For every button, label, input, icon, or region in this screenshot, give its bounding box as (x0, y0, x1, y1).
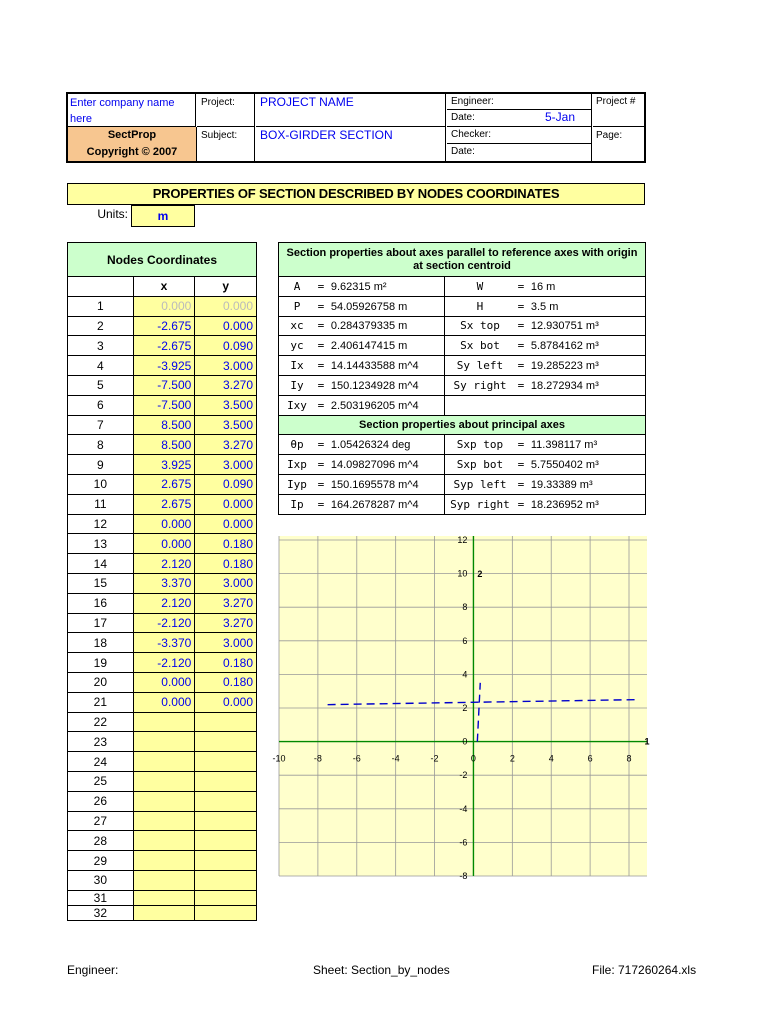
node-number: 31 (68, 890, 134, 905)
property-row (279, 277, 646, 297)
property-left (279, 296, 445, 316)
property-symbol: H (476, 299, 484, 313)
property-right (444, 494, 645, 514)
checker-label: Checker: (447, 127, 592, 144)
node-y-input[interactable]: 0.000 (195, 296, 257, 316)
node-row (68, 905, 257, 920)
date2-label: Date: (447, 144, 592, 161)
node-y-input[interactable]: 0.180 (195, 554, 257, 574)
node-y-input[interactable] (195, 791, 257, 811)
node-number: 25 (68, 771, 134, 791)
property-row (279, 356, 646, 376)
equals-sign: = (311, 458, 331, 472)
node-x-input[interactable]: -3.925 (133, 356, 195, 376)
equals-sign: = (510, 378, 531, 392)
property-symbol: Ix (290, 359, 304, 373)
node-row (68, 811, 257, 831)
node-row (68, 870, 257, 890)
properties-table (278, 242, 646, 515)
node-x-input[interactable]: -2.675 (133, 316, 195, 336)
y-tick-label: -4 (459, 803, 468, 814)
node-x-input[interactable]: 0.000 (133, 296, 195, 316)
footer-engineer: Engineer: (67, 963, 119, 977)
footer-file: File: 717260264.xls (592, 963, 697, 977)
property-value: 2.406147415 m (330, 340, 408, 353)
equals-sign: = (311, 279, 331, 293)
property-symbol: Sy right (453, 378, 507, 392)
company-cell[interactable] (68, 94, 196, 127)
node-number: 4 (68, 356, 134, 376)
property-symbol: Sx top (460, 319, 500, 333)
equals-sign: = (510, 339, 531, 353)
property-right (444, 356, 645, 376)
property-value: 19.285223 m³ (530, 360, 599, 373)
property-symbol: Sy left (456, 359, 504, 373)
property-row (279, 336, 646, 356)
x-axis-end-label: 1 (644, 736, 650, 747)
node-row (68, 752, 257, 772)
node-number: 27 (68, 811, 134, 831)
node-row (68, 514, 257, 534)
y-axis-end-label: 2 (477, 568, 483, 579)
property-right (444, 375, 645, 395)
property-value: 54.05926758 m (330, 300, 408, 313)
node-x-input[interactable]: 8.500 (133, 415, 195, 435)
page-title: PROPERTIES OF SECTION DESCRIBED BY NODES COORDINATES (67, 183, 645, 205)
property-symbol: yc (290, 339, 304, 353)
node-y-input[interactable]: 3.270 (195, 593, 257, 613)
property-row (279, 435, 646, 455)
node-number: 30 (68, 870, 134, 890)
col-x-header: x (133, 277, 195, 297)
property-right (444, 296, 645, 316)
node-x-input[interactable]: -2.120 (133, 613, 195, 633)
node-y-input[interactable]: 3.000 (195, 573, 257, 593)
node-number: 11 (68, 494, 134, 514)
node-x-input[interactable] (133, 791, 195, 811)
property-value: 9.62315 m² (330, 280, 387, 293)
property-row (279, 494, 646, 514)
property-value: 0.284379335 m (330, 320, 408, 333)
property-left (279, 395, 445, 415)
node-y-input[interactable]: 0.000 (195, 316, 257, 336)
node-x-input[interactable] (133, 851, 195, 871)
node-number: 8 (68, 435, 134, 455)
node-x-input[interactable] (133, 712, 195, 732)
property-symbol: Iyp (287, 477, 307, 491)
property-right (444, 435, 645, 455)
equals-sign: = (311, 477, 331, 491)
node-number: 13 (68, 534, 134, 554)
x-tick-label: 2 (509, 753, 515, 764)
node-number: 29 (68, 851, 134, 871)
node-row (68, 336, 257, 356)
equals-sign: = (311, 398, 331, 412)
node-number: 15 (68, 573, 134, 593)
property-value: 150.1695578 m^4 (330, 478, 419, 491)
property-value: 12.930751 m³ (530, 320, 599, 333)
node-x-input[interactable] (133, 905, 195, 920)
node-y-input[interactable] (195, 712, 257, 732)
node-number: 26 (68, 791, 134, 811)
node-number: 10 (68, 474, 134, 494)
node-number: 19 (68, 653, 134, 673)
property-value: 2.503196205 m^4 (330, 399, 419, 412)
node-x-input[interactable] (133, 811, 195, 831)
property-row (279, 395, 646, 415)
node-row (68, 791, 257, 811)
node-row (68, 653, 257, 673)
property-left (279, 336, 445, 356)
node-number: 7 (68, 415, 134, 435)
units-input[interactable]: m (131, 205, 195, 227)
node-x-input[interactable]: 2.120 (133, 554, 195, 574)
node-row (68, 613, 257, 633)
node-row (68, 375, 257, 395)
node-number: 12 (68, 514, 134, 534)
property-value: 5.7550402 m³ (530, 459, 599, 472)
node-number: 14 (68, 554, 134, 574)
node-x-input[interactable]: 0.000 (133, 534, 195, 554)
nodes-heading: Nodes Coordinates (68, 243, 257, 277)
x-tick-label: -2 (430, 753, 439, 764)
equals-sign: = (510, 319, 531, 333)
property-row (279, 474, 646, 494)
node-x-input[interactable]: -7.500 (133, 375, 195, 395)
property-right (444, 455, 645, 475)
node-row (68, 395, 257, 415)
principal-heading: Section properties about principal axes (279, 415, 646, 435)
section-chart (272, 535, 650, 881)
property-symbol: Syp left (453, 477, 507, 491)
node-number: 24 (68, 752, 134, 772)
node-x-input[interactable]: 3.925 (133, 455, 195, 475)
property-right (444, 277, 645, 297)
x-tick-label: -4 (391, 753, 400, 764)
project-value[interactable]: PROJECT NAME (256, 94, 446, 127)
property-symbol: Syp right (450, 497, 510, 511)
node-number: 6 (68, 395, 134, 415)
property-left (279, 277, 445, 297)
node-y-input[interactable]: 3.000 (195, 356, 257, 376)
node-row (68, 692, 257, 712)
property-left (279, 356, 445, 376)
property-symbol: P (293, 299, 301, 313)
node-y-input[interactable] (195, 811, 257, 831)
equals-sign: = (311, 299, 331, 313)
y-tick-label: -8 (459, 871, 468, 881)
node-number: 22 (68, 712, 134, 732)
copyright: Copyright © 2007 (86, 146, 178, 158)
equals-sign: = (311, 319, 331, 333)
node-number: 21 (68, 692, 134, 712)
node-number: 2 (68, 316, 134, 336)
property-row (279, 316, 646, 336)
node-row (68, 771, 257, 791)
node-x-input[interactable]: -7.500 (133, 395, 195, 415)
node-y-input[interactable]: 0.000 (195, 514, 257, 534)
property-row (279, 455, 646, 475)
property-value: 19.33389 m³ (530, 478, 593, 491)
node-number: 5 (68, 375, 134, 395)
node-y-input[interactable]: 3.270 (195, 613, 257, 633)
x-tick-label: -6 (352, 753, 361, 764)
node-y-input[interactable] (195, 732, 257, 752)
props-heading: Section properties about axes parallel to reference axes with origin at section centroid (279, 243, 646, 277)
y-tick-label: 12 (457, 535, 468, 545)
node-row (68, 474, 257, 494)
node-x-input[interactable]: 2.120 (133, 593, 195, 613)
equals-sign: = (510, 438, 531, 452)
property-right (444, 474, 645, 494)
node-y-input[interactable] (195, 851, 257, 871)
property-value: 14.14433588 m^4 (330, 360, 419, 373)
node-x-input[interactable]: 0.000 (133, 692, 195, 712)
property-value: 5.8784162 m³ (530, 340, 599, 353)
node-number: 28 (68, 831, 134, 851)
project-number-label: Project # (593, 94, 644, 127)
node-row (68, 890, 257, 905)
project-label: Project: (197, 94, 255, 127)
nodes-table (67, 242, 257, 921)
property-value: 14.09827096 m^4 (330, 459, 419, 472)
node-x-input[interactable]: 0.000 (133, 514, 195, 534)
property-symbol: Sx bot (460, 339, 500, 353)
footer-sheet: Sheet: Section_by_nodes (313, 963, 450, 977)
property-left (279, 435, 445, 455)
equals-sign: = (510, 279, 531, 293)
property-symbol: Ip (290, 497, 304, 511)
property-left (279, 375, 445, 395)
node-row (68, 554, 257, 574)
node-y-input[interactable]: 0.180 (195, 534, 257, 554)
node-x-input[interactable]: -2.120 (133, 653, 195, 673)
date-label: Date: (451, 112, 475, 123)
equals-sign: = (510, 299, 531, 313)
property-left (279, 455, 445, 475)
node-x-input[interactable] (133, 732, 195, 752)
subject-label: Subject: (197, 127, 255, 161)
node-row (68, 573, 257, 593)
property-value: 150.1234928 m^4 (330, 379, 419, 392)
property-symbol: Ixp (287, 458, 307, 472)
x-tick-label: 6 (587, 753, 593, 764)
equals-sign: = (510, 359, 531, 373)
company-name[interactable]: Enter company name here (70, 97, 175, 125)
property-value: 16 m (530, 280, 556, 293)
node-x-input[interactable] (133, 752, 195, 772)
node-row (68, 316, 257, 336)
property-symbol: Sxp top (456, 438, 504, 452)
property-value: 1.05426324 deg (330, 439, 411, 452)
equals-sign: = (510, 458, 531, 472)
node-row (68, 712, 257, 732)
node-row (68, 831, 257, 851)
y-tick-label: 4 (462, 669, 468, 680)
node-y-input[interactable] (195, 870, 257, 890)
x-tick-label: 8 (626, 753, 632, 764)
node-row (68, 435, 257, 455)
property-value: 164.2678287 m^4 (330, 498, 419, 511)
node-x-input[interactable]: 2.675 (133, 474, 195, 494)
property-value: 18.236952 m³ (530, 498, 599, 511)
y-tick-label: -6 (459, 837, 468, 848)
node-y-input[interactable]: 3.500 (195, 415, 257, 435)
y-tick-label: 2 (462, 703, 468, 713)
node-y-input[interactable]: 3.270 (195, 375, 257, 395)
program-cell (68, 127, 197, 161)
property-right (444, 395, 645, 415)
node-row (68, 494, 257, 514)
property-left (279, 474, 445, 494)
node-row (68, 672, 257, 692)
property-symbol: Sxp bot (456, 458, 504, 472)
node-number: 9 (68, 455, 134, 475)
node-number: 18 (68, 633, 134, 653)
node-y-input[interactable] (195, 905, 257, 920)
program-name: SectProp (107, 129, 157, 141)
y-tick-label: 6 (462, 635, 468, 646)
header-frame (66, 92, 646, 163)
property-right (444, 316, 645, 336)
node-y-input[interactable]: 3.500 (195, 395, 257, 415)
equals-sign: = (510, 477, 531, 491)
y-tick-label: 0 (462, 736, 468, 747)
property-symbol: Iy (290, 378, 304, 392)
node-number: 32 (68, 905, 134, 920)
property-value: 3.5 m (530, 300, 559, 313)
property-left (279, 494, 445, 514)
equals-sign: = (311, 339, 331, 353)
property-left (279, 316, 445, 336)
page-label: Page: (596, 130, 623, 141)
property-row (279, 375, 646, 395)
property-right (444, 336, 645, 356)
y-tick-label: 8 (462, 602, 468, 613)
node-y-input[interactable]: 3.000 (195, 633, 257, 653)
node-x-input[interactable]: 8.500 (133, 435, 195, 455)
node-y-input[interactable]: 0.090 (195, 474, 257, 494)
node-number: 16 (68, 593, 134, 613)
y-tick-label: 10 (457, 568, 468, 579)
node-x-input[interactable]: 3.370 (133, 573, 195, 593)
property-symbol: A (293, 279, 301, 293)
engineer-label: Engineer: (447, 94, 592, 110)
property-value: 11.398117 m³ (530, 439, 598, 452)
node-y-input[interactable] (195, 831, 257, 851)
property-row (279, 296, 646, 316)
node-y-input[interactable]: 3.000 (195, 455, 257, 475)
node-number: 20 (68, 672, 134, 692)
node-row (68, 593, 257, 613)
x-tick-label: 0 (470, 753, 476, 764)
node-x-input[interactable]: 0.000 (133, 672, 195, 692)
col-y-header: y (195, 277, 257, 297)
property-symbol: Ixy (287, 398, 307, 412)
node-row (68, 356, 257, 376)
x-tick-label: -10 (272, 753, 286, 764)
node-y-input[interactable]: 0.000 (195, 692, 257, 712)
node-x-input[interactable] (133, 870, 195, 890)
node-x-input[interactable] (133, 771, 195, 791)
node-y-input[interactable]: 0.180 (195, 672, 257, 692)
node-row (68, 534, 257, 554)
node-row (68, 415, 257, 435)
node-x-input[interactable]: 2.675 (133, 494, 195, 514)
node-row (68, 455, 257, 475)
equals-sign: = (311, 359, 331, 373)
node-x-input[interactable]: -2.675 (133, 336, 195, 356)
node-y-input[interactable]: 0.180 (195, 653, 257, 673)
subject-value[interactable]: BOX-GIRDER SECTION (256, 127, 446, 161)
node-number: 17 (68, 613, 134, 633)
units-label: Units: (97, 207, 128, 221)
node-y-input[interactable] (195, 771, 257, 791)
node-y-input[interactable]: 0.000 (195, 494, 257, 514)
date-value[interactable]: 5-Jan (545, 110, 576, 124)
node-y-input[interactable]: 3.270 (195, 435, 257, 455)
node-number: 1 (68, 296, 134, 316)
y-tick-label: -2 (459, 770, 468, 781)
node-row (68, 633, 257, 653)
node-y-input[interactable]: 0.090 (195, 336, 257, 356)
node-x-input[interactable]: -3.370 (133, 633, 195, 653)
property-symbol: θp (290, 438, 304, 452)
x-tick-label: 4 (548, 753, 554, 764)
node-y-input[interactable] (195, 752, 257, 772)
node-x-input[interactable] (133, 890, 195, 905)
equals-sign: = (311, 378, 331, 392)
x-tick-label: -8 (313, 753, 322, 764)
node-row (68, 851, 257, 871)
node-number: 3 (68, 336, 134, 356)
equals-sign: = (510, 497, 531, 511)
equals-sign: = (311, 497, 331, 511)
node-row (68, 296, 257, 316)
node-row (68, 732, 257, 752)
property-value: 18.272934 m³ (530, 379, 599, 392)
property-symbol: W (476, 279, 484, 293)
date-cell (447, 110, 592, 127)
node-y-input[interactable] (195, 890, 257, 905)
equals-sign: = (311, 438, 331, 452)
node-x-input[interactable] (133, 831, 195, 851)
property-symbol: xc (290, 319, 304, 333)
node-number: 23 (68, 732, 134, 752)
